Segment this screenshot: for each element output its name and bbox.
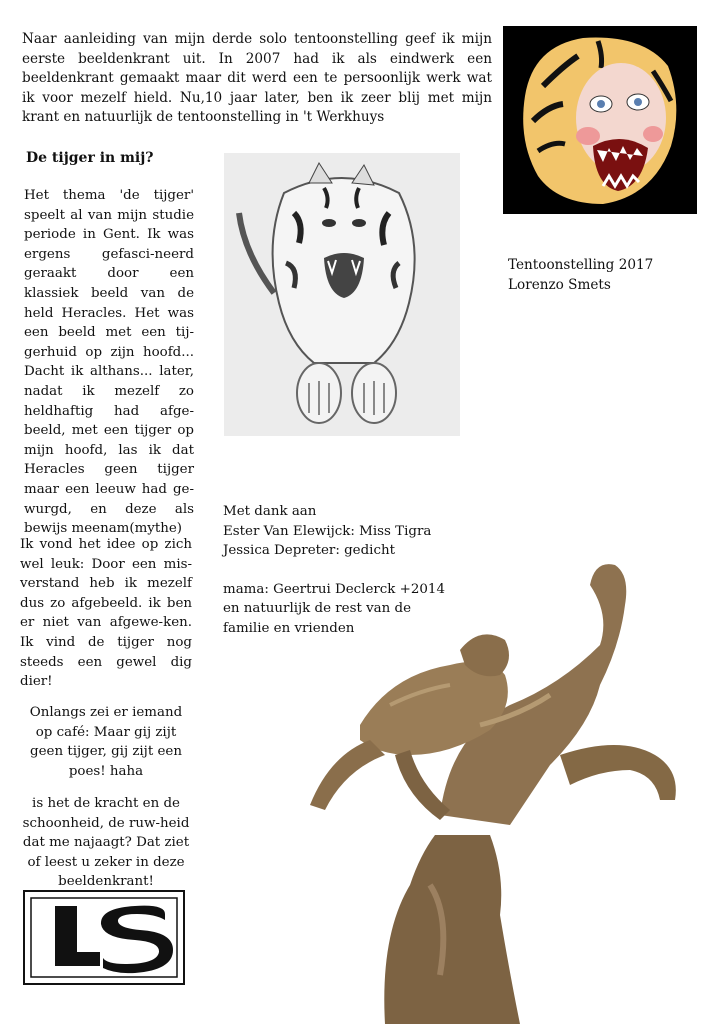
thanks-line-2: Jessica Depreter: gedicht — [223, 543, 395, 558]
thanks-line-5: familie en vrienden — [223, 620, 355, 636]
caption-artist: Lorenzo Smets — [508, 276, 611, 293]
thanks-title: Met dank aan — [223, 504, 317, 519]
exhibition-caption — [508, 256, 653, 295]
tiger-sketch-image — [224, 153, 460, 436]
caption-exhibition: Tentoonstelling 2017 — [508, 257, 654, 273]
thanks-line-1: Ester Van Elewijck: Miss Tigra — [223, 523, 432, 539]
tiger-portrait-painting — [503, 26, 697, 214]
ls-logo — [23, 890, 185, 985]
body-paragraph-3: Onlangs zei er iemand op café: Maar gij zijt geen tijger, gij zijt een poes! haha — [29, 705, 183, 779]
body-paragraph-1: Het thema 'de tijger' speelt al van mijn studie periode in Gent. Ik was ergens gefasci-neerd geraakt door een klassiek beeld van de held Heracles. Het was een beeld met een tij-gerhuid op zijn hoofd... Dacht ik althans... later, nadat ik mezelf zo heldhaftig had afge-beeld, met een tijger op mijn hoofd, las ik dat Heracles geen tijger maar een leeuw had ge-wurgd, en deze als bewijs meenam(mythe) — [24, 188, 194, 537]
clay-sculpture-image — [300, 555, 700, 1024]
thanks-line-4: en natuurlijk de rest van de — [223, 601, 412, 616]
intro-paragraph: Naar aanleiding van mijn derde solo tentoonstelling geef ik mijn eerste beeldenkrant uit. In 2007 had ik als eindwerk een beeldenkrant gemaakt maar dit werd een te persoonlijk werk wat ik voor mezelf hield. Nu,10 jaar later, ben ik zeer blij met mijn krant en natuurlijk de tentoonstelling in 't Werkhuys — [22, 31, 492, 125]
body-paragraph-2: Ik vond het idee op zich wel leuk: Door een mis-verstand heb ik mezelf dus zo afgebeeld. ik ben er niet van afgewe-ken. Ik vind de tijger nog steeds een gewel dig dier! — [20, 537, 192, 690]
section-heading: De tijger in mij? — [26, 150, 154, 166]
thanks-line-3: mama: Geertrui Declerck +2014 — [223, 581, 445, 597]
body-paragraph-4: is het de kracht en de schoonheid, de ruw-heid dat me najaagt? Dat ziet of leest u zeker in deze beeldenkrant! — [22, 796, 190, 890]
